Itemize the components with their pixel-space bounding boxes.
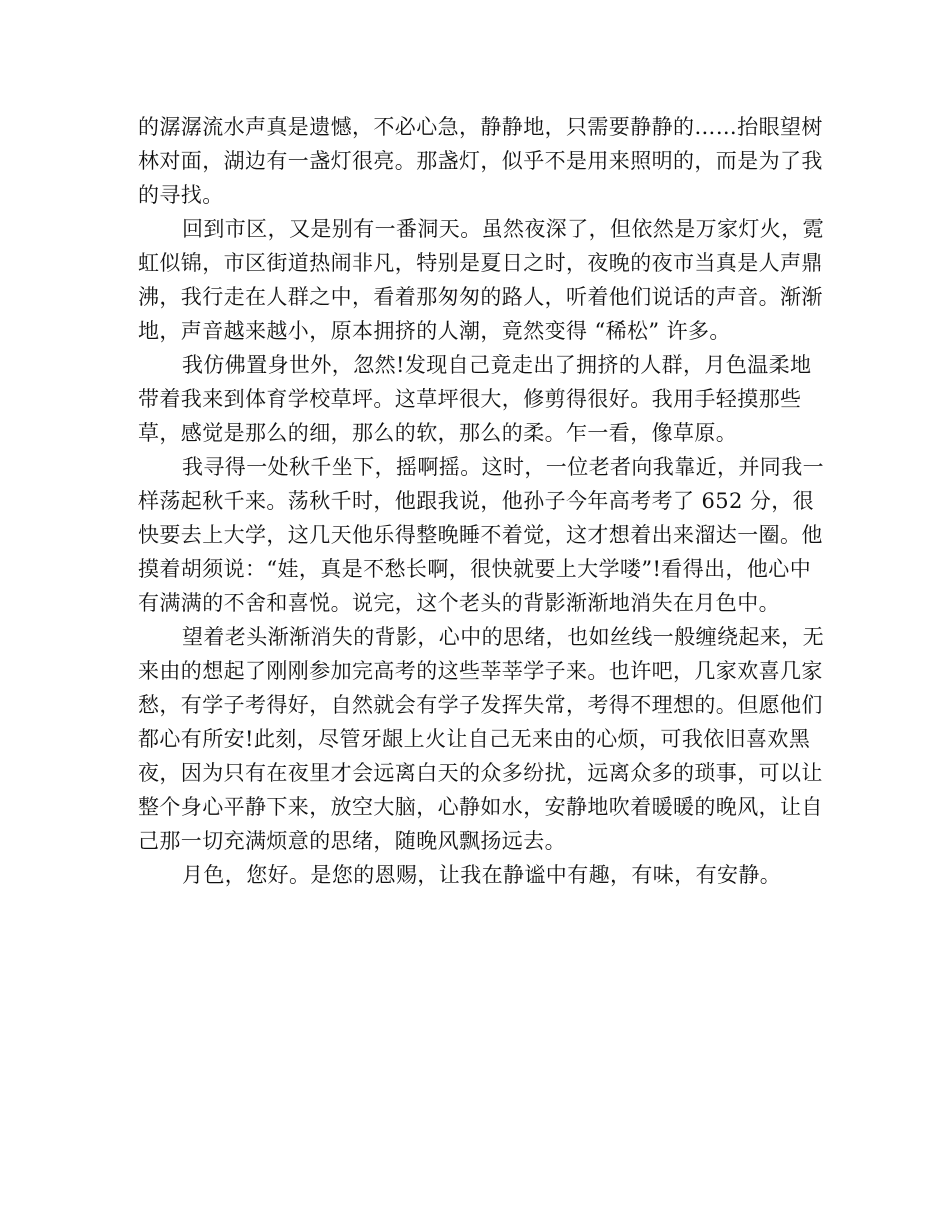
paragraph-5: 望着老头渐渐消失的背影，心中的思绪，也如丝线一般缠绕起来，无来由的想起了刚刚参加完高考的这些莘莘学子来。也许吧，几家欢喜几家愁，有学子考得好，自然就会有学子发挥失常，考得不理想的。但愿他们都心有所安!此刻，尽管牙龈上火让自己无来由的心烦，可我依旧喜欢黑夜，因为只有在夜里才会远离白天的众多纷扰，远离众多的琐事，可以让整个身心平静下来，放空大脑，心静如水，安静地吹着暖暖的晚风，让自己那一切充满烦意的思绪，随晚风飘扬远去。 xyxy=(138,625,824,853)
paragraph-1: 的潺潺流水声真是遗憾，不必心急，静静地，只需要静静的……抬眼望树林对面，湖边有一盏灯很亮。那盏灯，似乎不是用来照明的，而是为了我的寻找。 xyxy=(138,115,823,207)
paragraph-3: 我仿佛置身世外，忽然!发现自己竟走出了拥挤的人群，月色温柔地带着我来到体育学校草坪。这草坪很大，修剪得很好。我用手轻摸那些草，感觉是那么的细，那么的软，那么的柔。乍一看，像草原。 xyxy=(138,353,812,445)
document-body xyxy=(138,110,828,892)
paragraph-2: 回到市区，又是别有一番洞天。虽然夜深了，但依然是万家灯火，霓虹似锦，市区街道热闹非凡，特别是夏日之时，夜晚的夜市当真是人声鼎沸，我行走在人群之中，看着那匆匆的路人，听着他们说话的声音。渐渐地，声音越来越小，原本拥挤的人潮，竟然变得 “稀松” 许多。 xyxy=(138,217,824,343)
paragraph-4: 我寻得一处秋千坐下，摇啊摇。这时，一位老者向我靠近，并同我一样荡起秋千来。荡秋千时，他跟我说，他孙子今年高考考了 652 分，很快要去上大学，这几天他乐得整晚睡不着觉，这才想着出来溜达一圈。他摸着胡须说：“娃，真是不愁长啊，很快就要上大学喽”!看得出，他心中有满满的不舍和喜悦。说完，这个老头的背影渐渐地消失在月色中。 xyxy=(138,455,824,615)
paragraph-6: 月色，您好。是您的恩赐，让我在静谧中有趣，有味，有安静。 xyxy=(182,863,782,887)
